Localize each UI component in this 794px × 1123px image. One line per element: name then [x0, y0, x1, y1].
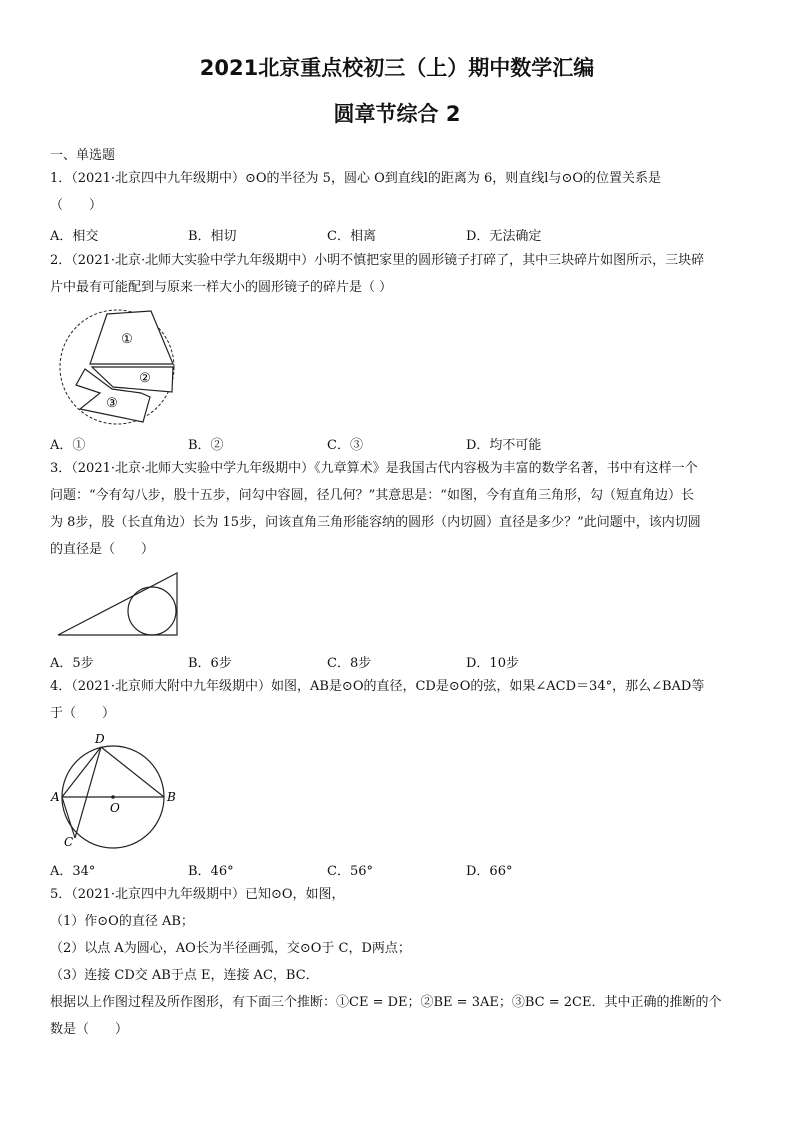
q2-line-2: 片中最有可能配到与原来一样大小的圆形镜子的碎片是（ ） [50, 280, 393, 295]
circle-chord-figure [50, 728, 182, 850]
label-b: B [167, 790, 176, 804]
q3-line-2: 问题：“今有勾八步，股十五步，问勾中容圆，径几何？”其意思是：“如图，今有直角三角形，勾（短直角边）长 [50, 488, 694, 503]
label-o: O [110, 801, 120, 815]
q5-line-6: 数是（ ） [50, 1022, 129, 1037]
label-d: D [95, 732, 105, 746]
incircle [128, 587, 176, 635]
q3-option-b: B．6步 [188, 656, 232, 671]
q4-line-2: 于（ ） [50, 706, 116, 721]
right-triangle-incircle-figure [55, 570, 181, 638]
label-a: A [51, 790, 60, 804]
right-triangle [58, 573, 177, 635]
q2-option-b: B．② [188, 438, 224, 453]
page-title: 2021北京重点校初三（上）期中数学汇编 [199, 56, 595, 80]
q4-option-b: B．46° [188, 864, 234, 879]
center-point [111, 795, 115, 799]
q4-line-1: 4．（2021·北京师大附中九年级期中）如图，AB是⊙O的直径，CD是⊙O的弦，如果∠ACD＝34°，那么∠BAD等 [50, 679, 705, 694]
label-c: C [64, 835, 74, 849]
segment-db [101, 747, 164, 797]
q2-option-a: A．① [50, 438, 86, 453]
page-subtitle: 圆章节综合 2 [333, 102, 461, 126]
q5-step-2: （2）以点 A为圆心，AO长为半径画弧，交⊙O于 C，D两点； [50, 941, 411, 956]
q2-line-1: 2．（2021·北京·北师大实验中学九年级期中）小明不慎把家里的圆形镜子打碎了，其中三块碎片如图所示，三块碎 [50, 253, 705, 268]
fragment-label-3: ③ [106, 396, 118, 411]
q1-option-a: A．相交 [50, 229, 99, 244]
segment-ac [62, 797, 75, 838]
fragment-label-2: ② [139, 371, 151, 386]
broken-mirror-figure [55, 307, 180, 427]
q2-option-c: C．③ [327, 438, 363, 453]
q4-option-d: D．66° [466, 864, 513, 879]
q2-option-d: D．均不可能 [466, 438, 542, 453]
q3-line-3: 为 8步，股（长直角边）长为 15步，问该直角三角形能容纳的圆形（内切圆）直径是多少？”此问题中，该内切圆 [50, 515, 701, 530]
q5-step-3: （3）连接 CD交 AB于点 E，连接 AC，BC． [50, 968, 319, 983]
q1-line-2: （ ） [50, 198, 103, 213]
q3-option-d: D．10步 [466, 656, 519, 671]
q3-line-4: 的直径是（ ） [50, 542, 155, 557]
chord-cd [75, 747, 101, 838]
q1-option-c: C．相离 [327, 229, 376, 244]
q4-option-c: C．56° [327, 864, 373, 879]
q5-line-5: 根据以上作图过程及所作图形，有下面三个推断：①CE = DE；②BE = 3AE；③BC = 2CE．其中正确的推断的个 [50, 995, 722, 1010]
section-heading: 一、单选题 [50, 148, 116, 163]
q3-line-1: 3．（2021·北京·北师大实验中学九年级期中）《九章算术》是我国古代内容极为丰富的数学名著，书中有这样一个 [50, 461, 698, 476]
q4-option-a: A．34° [50, 864, 96, 879]
q1-option-b: B．相切 [188, 229, 237, 244]
q5-step-1: （1）作⊙O的直径 AB； [50, 914, 194, 929]
q5-line-1: 5．（2021·北京四中九年级期中）已知⊙O，如图， [50, 887, 345, 902]
q1-line-1: 1．（2021·北京四中九年级期中）⊙O的半径为 5，圆心 O到直线l的距离为 6，则直线l与⊙O的位置关系是 [50, 171, 662, 186]
q1-option-d: D．无法确定 [466, 229, 542, 244]
q3-option-a: A．5步 [50, 656, 94, 671]
segment-ad [62, 747, 101, 797]
fragment-label-1: ① [121, 332, 133, 347]
q3-option-c: C．8步 [327, 656, 372, 671]
